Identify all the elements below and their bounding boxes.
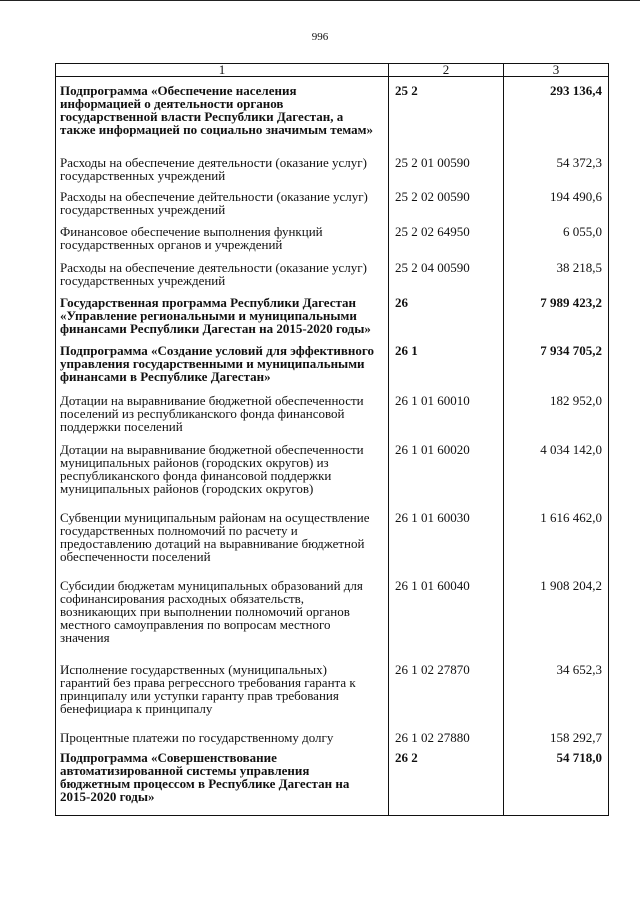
- table-row: [56, 190, 609, 225]
- table-row: [56, 225, 609, 261]
- row-code: 26 1: [389, 344, 504, 394]
- row-amount: 194 490,6: [504, 190, 609, 225]
- row-name: Исполнение государственных (муниципальных) гарантий без права регрессного требования гаранта к принципалу или уступки гаранту прав требования бенефициара к принципалу: [56, 663, 389, 731]
- row-code: 26 1 01 60040: [389, 579, 504, 663]
- header-col-2: 2: [389, 64, 504, 77]
- row-name: Расходы на обеспечение деятельности (оказание услуг) государственных учреждений: [56, 156, 389, 190]
- row-amount: 4 034 142,0: [504, 443, 609, 511]
- row-name: Расходы на обеспечение дейтельности (оказание услуг) государственных учреждений: [56, 190, 389, 225]
- header-col-1: 1: [56, 64, 389, 77]
- row-name: Подпрограмма «Совершенствование автоматизированной системы управления бюджетным процессом в Республике Дагестан на 2015-2020 годы»: [56, 751, 389, 816]
- row-code: 25 2 02 64950: [389, 225, 504, 261]
- row-code: 26 1 01 60030: [389, 511, 504, 579]
- row-amount: 54 718,0: [504, 751, 609, 816]
- row-amount: 158 292,7: [504, 731, 609, 751]
- row-name: Подпрограмма «Обеспечение населения информацией о деятельности органов государственной власти Республики Дагестан, а также информацией по социально значимым темам»: [56, 77, 389, 157]
- row-name: Дотации на выравнивание бюджетной обеспеченности поселений из республиканского фонда финансовой поддержки поселений: [56, 394, 389, 443]
- row-name: Финансовое обеспечение выполнения функций государственных органов и учреждений: [56, 225, 389, 261]
- row-code: 26: [389, 296, 504, 344]
- header-row: [56, 64, 609, 77]
- row-amount: 293 136,4: [504, 77, 609, 157]
- table-body: [56, 77, 609, 816]
- table-row: [56, 751, 609, 816]
- row-amount: 7 989 423,2: [504, 296, 609, 344]
- row-amount: 34 652,3: [504, 663, 609, 731]
- row-name: Расходы на обеспечение деятельности (оказание услуг) государственных учреждений: [56, 261, 389, 296]
- page-number: 996: [311, 31, 329, 43]
- row-amount: 38 218,5: [504, 261, 609, 296]
- row-name: Подпрограмма «Создание условий для эффективного управления государственными и муниципальными финансами в Республике Дагестан»: [56, 344, 389, 394]
- row-name: Субсидии бюджетам муниципальных образований для софинансирования расходных обязательств, возникающих при выполнении полномочий органов местного самоуправления по вопросам местного значения: [56, 579, 389, 663]
- row-code: 25 2 02 00590: [389, 190, 504, 225]
- row-amount: 54 372,3: [504, 156, 609, 190]
- row-name: Процентные платежи по государственному долгу: [56, 731, 389, 751]
- row-code: 26 1 01 60010: [389, 394, 504, 443]
- table-row: [56, 511, 609, 579]
- budget-table: [55, 63, 609, 816]
- row-name: Дотации на выравнивание бюджетной обеспеченности муниципальных районов (городских округов) из республиканского фонда финансовой поддержки муниципальных районов (городских округов): [56, 443, 389, 511]
- table-row: [56, 579, 609, 663]
- top-rule: [0, 0, 640, 1]
- table-row: [56, 344, 609, 394]
- row-amount: 6 055,0: [504, 225, 609, 261]
- table-row: [56, 731, 609, 751]
- row-code: 26 1 02 27880: [389, 731, 504, 751]
- row-code: 26 2: [389, 751, 504, 816]
- row-amount: 182 952,0: [504, 394, 609, 443]
- table-row: [56, 663, 609, 731]
- table-row: [56, 394, 609, 443]
- row-amount: 1 616 462,0: [504, 511, 609, 579]
- table-row: [56, 296, 609, 344]
- row-amount: 7 934 705,2: [504, 344, 609, 394]
- row-amount: 1 908 204,2: [504, 579, 609, 663]
- row-name: Государственная программа Республики Дагестан «Управление региональными и муниципальными финансами Республики Дагестан на 2015-2020 годы»: [56, 296, 389, 344]
- row-name: Субвенции муниципальным районам на осуществление государственных полномочий по расчету и предоставлению дотаций на выравнивание бюджетной обеспеченности поселений: [56, 511, 389, 579]
- row-code: 25 2 04 00590: [389, 261, 504, 296]
- table-row: [56, 77, 609, 157]
- header-col-3: 3: [504, 64, 609, 77]
- row-code: 25 2: [389, 77, 504, 157]
- table-row: [56, 443, 609, 511]
- table-row: [56, 261, 609, 296]
- row-code: 25 2 01 00590: [389, 156, 504, 190]
- row-code: 26 1 01 60020: [389, 443, 504, 511]
- row-code: 26 1 02 27870: [389, 663, 504, 731]
- table-row: [56, 156, 609, 190]
